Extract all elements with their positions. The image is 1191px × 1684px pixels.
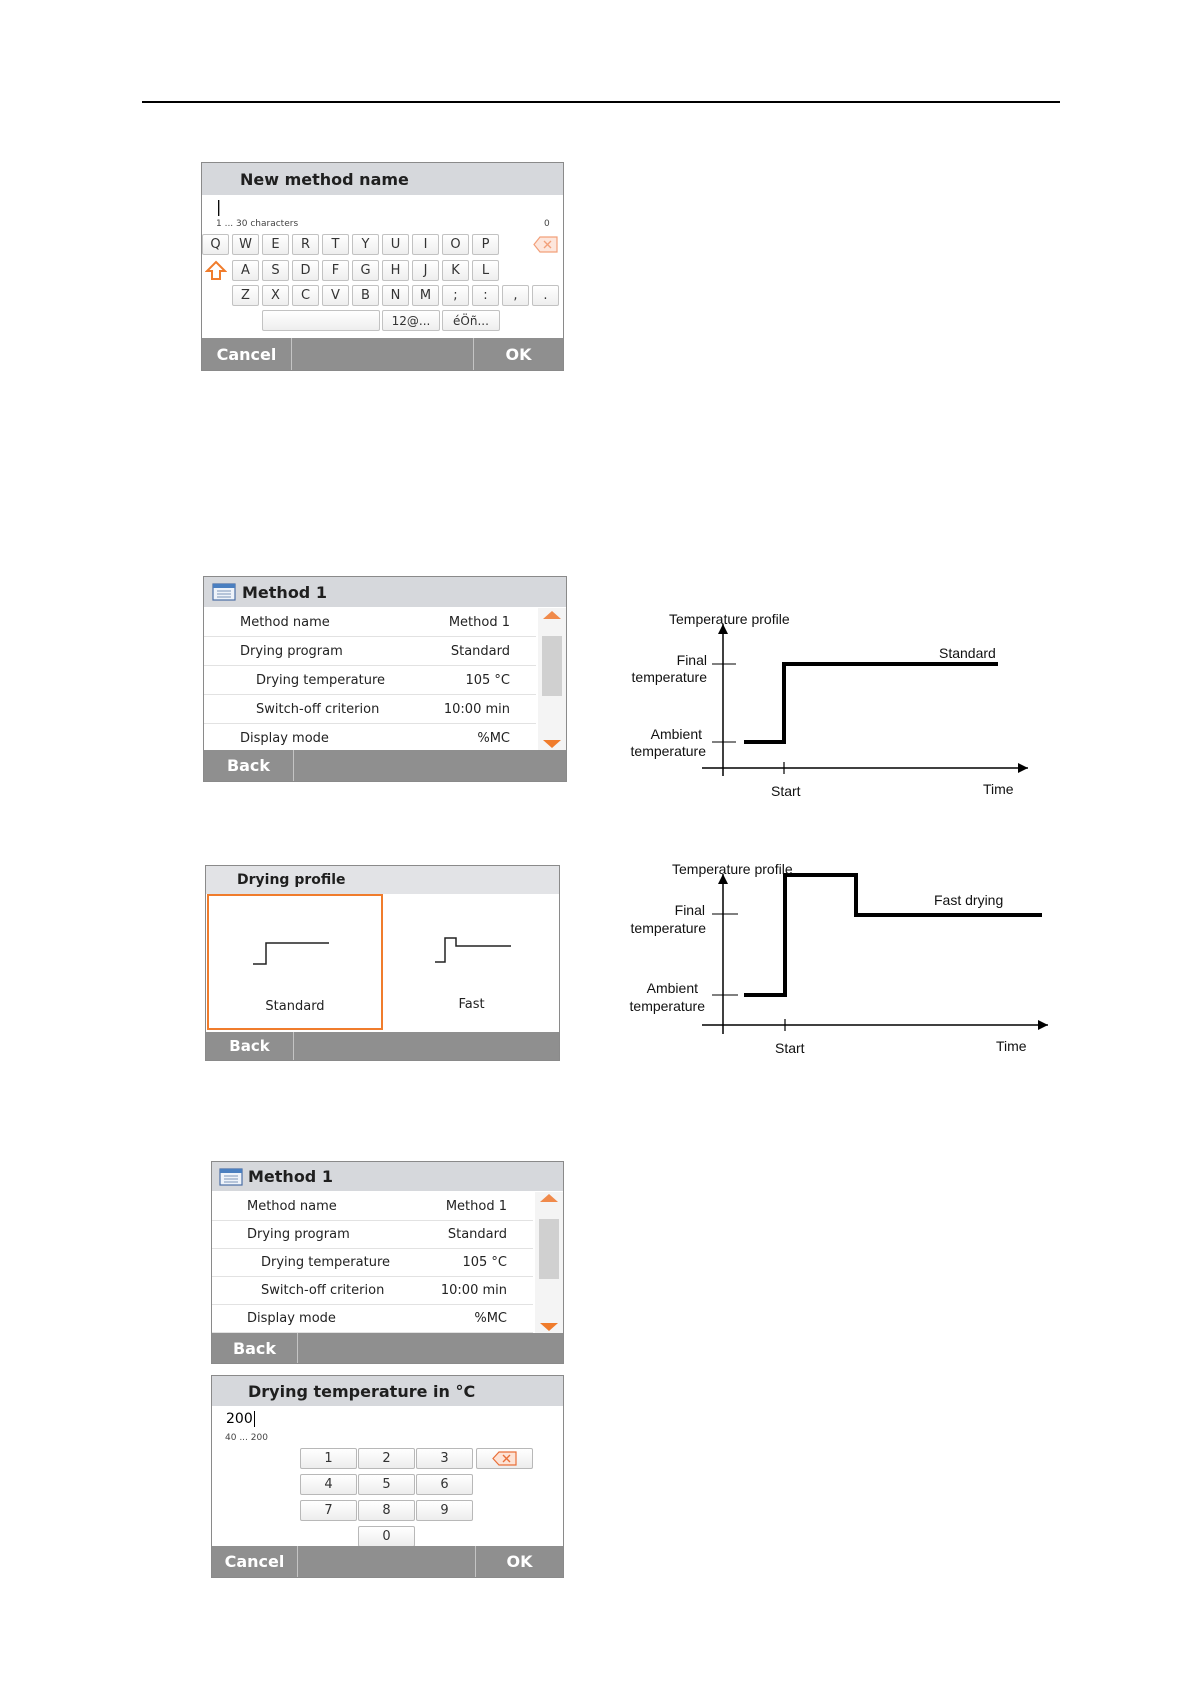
footer-spacer <box>294 1032 559 1060</box>
time-label: Time <box>996 1038 1027 1054</box>
key-6[interactable]: 6 <box>416 1474 473 1495</box>
key-w[interactable]: W <box>232 234 259 255</box>
key-comma[interactable]: , <box>502 285 529 306</box>
key-j[interactable]: J <box>412 260 439 281</box>
screen-title <box>212 1162 563 1191</box>
key-3[interactable]: 3 <box>416 1448 473 1469</box>
dialog-footer <box>212 1546 563 1577</box>
option-label: Fast <box>458 997 485 1012</box>
row-value: %MC <box>477 731 510 746</box>
key-o[interactable]: O <box>442 234 469 255</box>
key-n[interactable]: N <box>382 285 409 306</box>
curve-label: Standard <box>939 645 996 661</box>
screen-title <box>204 577 566 607</box>
key-r[interactable]: R <box>292 234 319 255</box>
row-label: Drying program <box>240 644 343 659</box>
row-label: Drying program <box>247 1227 350 1242</box>
dialog-footer <box>202 338 563 370</box>
row-value: 105 °C <box>465 673 510 688</box>
scrollbar[interactable] <box>538 608 566 751</box>
dialog-title: New method name <box>202 163 563 195</box>
dialog-title: Drying temperature in °C <box>212 1376 563 1406</box>
backspace-icon[interactable] <box>532 235 559 254</box>
ambient-label: Ambient <box>650 726 702 742</box>
key-y[interactable]: Y <box>352 234 379 255</box>
key-7[interactable]: 7 <box>300 1500 357 1521</box>
scroll-up-icon[interactable] <box>543 611 561 619</box>
key-z[interactable]: Z <box>232 285 259 306</box>
symbols-key[interactable]: 12@... <box>382 310 440 331</box>
row-value: 10:00 min <box>443 702 510 717</box>
back-button[interactable]: Back <box>204 750 294 781</box>
key-v[interactable]: V <box>322 285 349 306</box>
scroll-up-icon[interactable] <box>540 1194 558 1202</box>
standard-profile-icon <box>251 934 341 974</box>
method-list-icon <box>212 583 236 601</box>
scroll-thumb[interactable] <box>542 636 562 696</box>
time-label: Time <box>983 781 1014 797</box>
ambient-label-2: temperature <box>629 998 705 1014</box>
method-settings-screen <box>203 576 567 782</box>
screen-footer <box>206 1032 559 1060</box>
key-8[interactable]: 8 <box>358 1500 415 1521</box>
space-key[interactable] <box>262 310 380 331</box>
row-method-name[interactable] <box>212 1192 533 1221</box>
key-a[interactable]: A <box>232 260 259 281</box>
row-drying-temperature[interactable] <box>212 1248 533 1277</box>
row-value: 10:00 min <box>440 1283 507 1298</box>
ambient-label: Ambient <box>646 980 698 996</box>
key-f[interactable]: F <box>322 260 349 281</box>
key-h[interactable]: H <box>382 260 409 281</box>
accents-key[interactable]: éÖñ... <box>442 310 500 331</box>
key-b[interactable]: B <box>352 285 379 306</box>
char-count: 0 <box>544 219 550 229</box>
key-i[interactable]: I <box>412 234 439 255</box>
key-k[interactable]: K <box>442 260 469 281</box>
scrollbar[interactable] <box>535 1192 563 1333</box>
screen-title-text: Method 1 <box>242 582 327 602</box>
ok-button[interactable]: OK <box>473 338 563 370</box>
row-label: Display mode <box>247 1311 336 1326</box>
backspace-icon[interactable] <box>476 1448 533 1469</box>
scroll-thumb[interactable] <box>539 1219 559 1279</box>
footer-spacer <box>298 1333 563 1363</box>
key-g[interactable]: G <box>352 260 379 281</box>
fast-profile-icon <box>433 932 523 972</box>
key-p[interactable]: P <box>472 234 499 255</box>
cancel-button[interactable]: Cancel <box>202 338 292 370</box>
key-0[interactable]: 0 <box>358 1526 415 1547</box>
key-c[interactable]: C <box>292 285 319 306</box>
ambient-label-2: temperature <box>630 743 706 759</box>
row-switch-off-criterion[interactable] <box>212 1276 533 1305</box>
key-d[interactable]: D <box>292 260 319 281</box>
key-5[interactable]: 5 <box>358 1474 415 1495</box>
scroll-down-icon[interactable] <box>543 740 561 748</box>
diagram-title: Temperature profile <box>669 611 790 627</box>
back-button[interactable]: Back <box>206 1032 294 1060</box>
ok-button[interactable]: OK <box>475 1546 563 1577</box>
row-switch-off-criterion[interactable] <box>204 695 536 724</box>
new-method-name-dialog <box>201 162 564 371</box>
drying-temperature-dialog <box>211 1375 564 1578</box>
screen-title-text: Method 1 <box>248 1167 333 1186</box>
text-input[interactable]: | <box>216 197 222 216</box>
row-drying-temperature[interactable] <box>204 666 536 695</box>
screen-footer <box>204 750 566 781</box>
row-drying-program[interactable] <box>212 1220 533 1249</box>
key-period[interactable]: . <box>532 285 559 306</box>
row-label: Display mode <box>240 731 329 746</box>
row-value: Standard <box>447 1227 507 1242</box>
key-l[interactable]: L <box>472 260 499 281</box>
key-9[interactable]: 9 <box>416 1500 473 1521</box>
temperature-input[interactable]: 200 <box>226 1411 253 1427</box>
key-s[interactable]: S <box>262 260 289 281</box>
method-settings-screen-2 <box>211 1161 564 1364</box>
back-button[interactable]: Back <box>212 1333 298 1363</box>
row-value: %MC <box>474 1311 507 1326</box>
key-u[interactable]: U <box>382 234 409 255</box>
cancel-button[interactable]: Cancel <box>212 1546 298 1577</box>
method-list-icon <box>219 1168 243 1186</box>
range-hint: 40 ... 200 <box>225 1433 268 1443</box>
footer-spacer <box>294 750 566 781</box>
screen-footer <box>212 1333 563 1363</box>
shift-icon[interactable] <box>205 260 227 281</box>
start-label: Start <box>771 783 801 799</box>
final-label-2: temperature <box>630 920 706 936</box>
row-label: Drying temperature <box>261 1255 390 1270</box>
option-standard[interactable] <box>207 894 383 1030</box>
start-label: Start <box>775 1040 805 1056</box>
header-rule <box>142 101 1060 103</box>
row-value: Standard <box>450 644 510 659</box>
key-1[interactable]: 1 <box>300 1448 357 1469</box>
diagram-title: Temperature profile <box>672 861 793 877</box>
screen-title: Drying profile <box>206 866 559 894</box>
row-label: Switch-off criterion <box>256 702 380 717</box>
key-m[interactable]: M <box>412 285 439 306</box>
key-q[interactable]: Q <box>202 234 229 255</box>
curve-label: Fast drying <box>934 892 1004 908</box>
footer-spacer <box>298 1546 475 1577</box>
row-drying-program[interactable] <box>204 637 536 666</box>
option-fast[interactable] <box>384 894 559 1030</box>
footer-spacer <box>292 338 473 370</box>
key-t[interactable]: T <box>322 234 349 255</box>
option-label: Standard <box>265 999 325 1014</box>
key-2[interactable]: 2 <box>358 1448 415 1469</box>
row-display-mode[interactable] <box>204 724 536 753</box>
row-label: Switch-off criterion <box>261 1283 385 1298</box>
final-label-2: temperature <box>631 669 707 685</box>
row-label: Drying temperature <box>256 673 385 688</box>
row-display-mode[interactable] <box>212 1304 533 1333</box>
row-value: 105 °C <box>462 1255 507 1270</box>
key-x[interactable]: X <box>262 285 289 306</box>
row-value: Method 1 <box>445 1199 507 1214</box>
row-label: Method name <box>247 1199 337 1214</box>
key-colon[interactable]: : <box>472 285 499 306</box>
key-semicolon[interactable]: ; <box>442 285 469 306</box>
row-label: Method name <box>240 615 330 630</box>
final-label: Final <box>676 652 707 668</box>
key-e[interactable]: E <box>262 234 289 255</box>
final-label: Final <box>674 902 705 918</box>
scroll-down-icon[interactable] <box>540 1323 558 1331</box>
key-4[interactable]: 4 <box>300 1474 357 1495</box>
char-limit-hint: 1 ... 30 characters <box>216 219 299 229</box>
row-method-name[interactable] <box>204 608 536 637</box>
drying-profile-screen <box>205 865 560 1061</box>
row-value: Method 1 <box>448 615 510 630</box>
